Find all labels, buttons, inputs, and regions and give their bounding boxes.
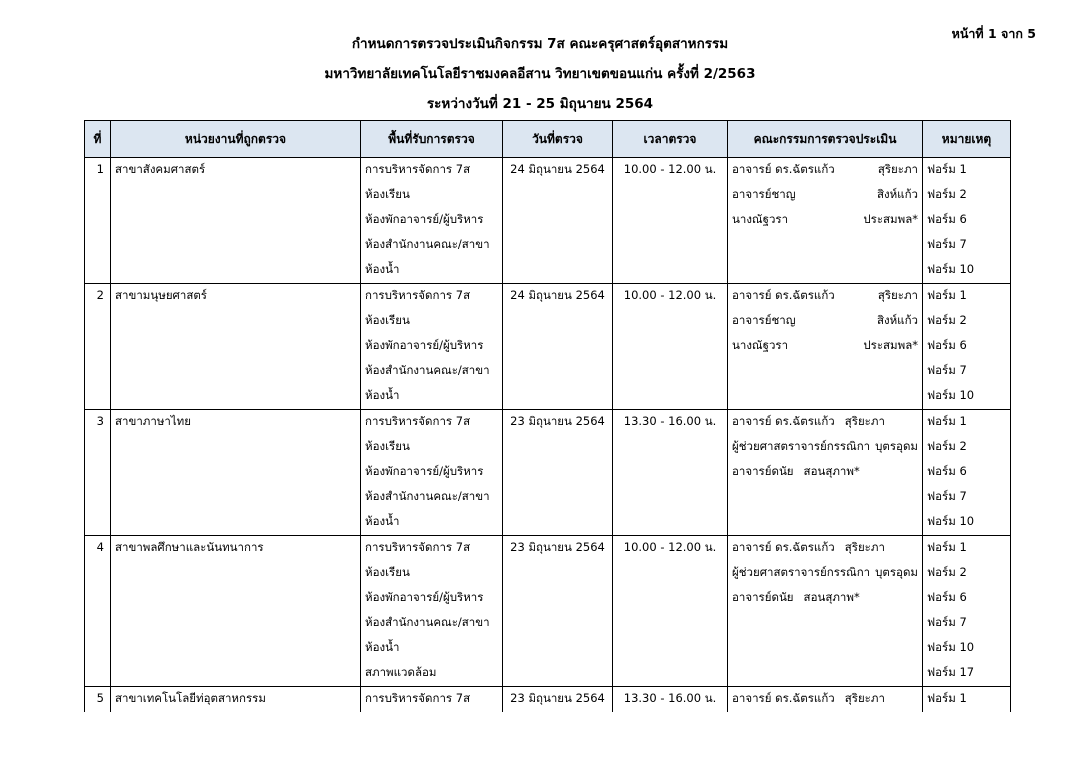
date-cell bbox=[503, 687, 613, 713]
row-number: 2 bbox=[96, 288, 104, 302]
area-item: การบริหารจัดการ 7ส bbox=[365, 540, 471, 554]
area-cell bbox=[361, 410, 503, 536]
notes-cell bbox=[923, 536, 1011, 687]
note-item: ฟอร์ม 2 bbox=[927, 313, 967, 327]
row-number: 3 bbox=[96, 414, 104, 428]
area-item: ห้องน้ำ bbox=[365, 262, 400, 276]
row-number: 4 bbox=[96, 540, 104, 554]
committee-cell bbox=[728, 284, 923, 410]
note-item: ฟอร์ม 6 bbox=[927, 464, 967, 478]
notes-cell bbox=[923, 284, 1011, 410]
unit-name: สาขาเทคโนโลยีท่อุตสาหกรรม bbox=[115, 691, 266, 705]
row-number-cell bbox=[85, 536, 111, 687]
area-item: การบริหารจัดการ 7ส bbox=[365, 162, 471, 176]
date-cell bbox=[503, 158, 613, 284]
table-header-row bbox=[85, 121, 1011, 158]
time-cell bbox=[613, 687, 728, 713]
area-cell bbox=[361, 536, 503, 687]
header-no: ที่ bbox=[85, 121, 111, 158]
area-item: การบริหารจัดการ 7ส bbox=[365, 414, 471, 428]
row-number-cell bbox=[85, 158, 111, 284]
area-item: ห้องเรียน bbox=[365, 565, 410, 579]
inspection-date: 23 มิถุนายน 2564 bbox=[510, 414, 605, 428]
table-body bbox=[85, 158, 1011, 713]
note-item: ฟอร์ม 6 bbox=[927, 338, 967, 352]
area-item: การบริหารจัดการ 7ส bbox=[365, 691, 471, 705]
note-item: ฟอร์ม 7 bbox=[927, 615, 967, 629]
committee-member bbox=[728, 410, 922, 435]
inspection-schedule-table bbox=[84, 120, 1011, 712]
member-name: อาจารย์ ดร.ฉัตรแก้ว bbox=[732, 288, 835, 302]
note-item: ฟอร์ม 1 bbox=[927, 691, 967, 705]
member-name: อาจารย์ ดร.ฉัตรแก้ว bbox=[732, 691, 835, 705]
area-item: ห้องพักอาจารย์/ผู้บริหาร bbox=[365, 212, 484, 226]
note-item: ฟอร์ม 2 bbox=[927, 187, 967, 201]
inspection-date: 23 มิถุนายน 2564 bbox=[510, 691, 605, 705]
member-name: อาจารย์ ดร.ฉัตรแก้ว bbox=[732, 414, 835, 428]
area-cell bbox=[361, 687, 503, 713]
committee-member bbox=[728, 284, 922, 309]
row-number: 1 bbox=[96, 162, 104, 176]
committee-member bbox=[728, 435, 922, 460]
area-item: ห้องเรียน bbox=[365, 187, 410, 201]
unit-name: สาขามนุษยศาสตร์ bbox=[115, 288, 207, 302]
note-item: ฟอร์ม 10 bbox=[927, 640, 975, 654]
member-name: อาจารย์ ดร.ฉัตรแก้ว bbox=[732, 540, 835, 554]
member-surname: สอนสุภาพ* bbox=[803, 464, 860, 478]
member-surname: บุตรอุดม bbox=[875, 439, 918, 453]
member-name: อาจารย์ดนัย bbox=[732, 464, 794, 478]
document-title-line-3: ระหว่างวันที่ 21 - 25 มิถุนายน 2564 bbox=[426, 96, 654, 112]
note-item: ฟอร์ม 7 bbox=[927, 489, 967, 503]
committee-cell bbox=[728, 410, 923, 536]
header-unit: หน่วยงานที่ถูกตรวจ bbox=[111, 121, 361, 158]
note-item: ฟอร์ม 17 bbox=[927, 665, 975, 679]
area-item: ห้องพักอาจารย์/ผู้บริหาร bbox=[365, 338, 484, 352]
member-surname: สุริยะภา bbox=[844, 691, 885, 705]
note-item: ฟอร์ม 1 bbox=[927, 162, 967, 176]
row-number-cell bbox=[85, 687, 111, 713]
member-name: อาจารย์ดนัย bbox=[732, 590, 794, 604]
table-row bbox=[85, 536, 1011, 687]
member-surname: บุตรอุดม bbox=[875, 565, 918, 579]
area-item: ห้องเรียน bbox=[365, 313, 410, 327]
member-name: นางณัฐวรา bbox=[732, 338, 789, 352]
notes-cell bbox=[923, 158, 1011, 284]
member-name: อาจารย์ชาญ bbox=[732, 313, 796, 327]
member-surname: สุริยะภา bbox=[844, 540, 885, 554]
area-cell bbox=[361, 158, 503, 284]
row-number: 5 bbox=[96, 691, 104, 705]
inspection-date: 24 มิถุนายน 2564 bbox=[510, 162, 605, 176]
note-item: ฟอร์ม 2 bbox=[927, 565, 967, 579]
inspection-time: 10.00 - 12.00 น. bbox=[623, 540, 717, 554]
committee-cell bbox=[728, 687, 923, 713]
note-item: ฟอร์ม 1 bbox=[927, 414, 967, 428]
area-item: การบริหารจัดการ 7ส bbox=[365, 288, 471, 302]
header-time: เวลาตรวจ bbox=[613, 121, 728, 158]
header-date: วันที่ตรวจ bbox=[503, 121, 613, 158]
note-item: ฟอร์ม 1 bbox=[927, 288, 967, 302]
committee-cell bbox=[728, 158, 923, 284]
inspection-time: 10.00 - 12.00 น. bbox=[623, 162, 717, 176]
date-cell bbox=[503, 284, 613, 410]
unit-cell bbox=[111, 410, 361, 536]
area-item: ห้องสำนักงานคณะ/สาขา bbox=[365, 237, 490, 251]
committee-member bbox=[728, 536, 922, 561]
member-name: ผู้ช่วยศาสตราจารย์กรรณิกา bbox=[732, 439, 871, 453]
header-committee: คณะกรรมการตรวจประเมิน bbox=[728, 121, 923, 158]
table-row bbox=[85, 158, 1011, 284]
note-item: ฟอร์ม 10 bbox=[927, 514, 975, 528]
member-name: อาจารย์ ดร.ฉัตรแก้ว bbox=[732, 162, 835, 176]
document-title-block bbox=[0, 36, 1080, 126]
committee-member bbox=[728, 334, 922, 359]
member-surname: สอนสุภาพ* bbox=[803, 590, 860, 604]
area-item: ห้องน้ำ bbox=[365, 388, 400, 402]
unit-name: สาขาภาษาไทย bbox=[115, 414, 191, 428]
unit-cell bbox=[111, 284, 361, 410]
member-surname: ประสมพล* bbox=[863, 338, 918, 352]
page-number: หน้าที่ 1 จาก 5 bbox=[951, 26, 1036, 41]
committee-member bbox=[728, 208, 922, 233]
member-surname: สิงห์แก้ว bbox=[876, 313, 918, 327]
note-item: ฟอร์ม 6 bbox=[927, 212, 967, 226]
committee-member bbox=[728, 158, 922, 183]
committee-member bbox=[728, 183, 922, 208]
header-notes: หมายเหตุ bbox=[923, 121, 1011, 158]
row-number-cell bbox=[85, 410, 111, 536]
document-title-line-2: มหาวิทยาลัยเทคโนโลยีราชมงคลอีสาน วิทยาเขตขอนแก่น ครั้งที่ 2/2563 bbox=[324, 66, 756, 82]
member-surname: ประสมพล* bbox=[863, 212, 918, 226]
member-surname: สิงห์แก้ว bbox=[876, 187, 918, 201]
header-area: พื้นที่รับการตรวจ bbox=[361, 121, 503, 158]
unit-name: สาขาพลศึกษาและนันทนาการ bbox=[115, 540, 264, 554]
table-row bbox=[85, 687, 1011, 713]
area-item: สภาพแวดล้อม bbox=[365, 665, 437, 679]
inspection-time: 13.30 - 16.00 น. bbox=[623, 414, 717, 428]
inspection-date: 24 มิถุนายน 2564 bbox=[510, 288, 605, 302]
member-name: นางณัฐวรา bbox=[732, 212, 789, 226]
inspection-time: 13.30 - 16.00 น. bbox=[623, 691, 717, 705]
unit-cell bbox=[111, 687, 361, 713]
committee-member bbox=[728, 561, 922, 586]
committee-member bbox=[728, 687, 922, 712]
date-cell bbox=[503, 536, 613, 687]
area-cell bbox=[361, 284, 503, 410]
area-item: ห้องสำนักงานคณะ/สาขา bbox=[365, 489, 490, 503]
inspection-time: 10.00 - 12.00 น. bbox=[623, 288, 717, 302]
committee-member bbox=[728, 309, 922, 334]
area-item: ห้องน้ำ bbox=[365, 514, 400, 528]
committee-cell bbox=[728, 536, 923, 687]
table-row bbox=[85, 284, 1011, 410]
area-item: ห้องสำนักงานคณะ/สาขา bbox=[365, 615, 490, 629]
date-cell bbox=[503, 410, 613, 536]
area-item: ห้องพักอาจารย์/ผู้บริหาร bbox=[365, 590, 484, 604]
table-row bbox=[85, 410, 1011, 536]
time-cell bbox=[613, 536, 728, 687]
unit-cell bbox=[111, 536, 361, 687]
member-surname: สุริยะภา bbox=[844, 414, 885, 428]
note-item: ฟอร์ม 10 bbox=[927, 388, 975, 402]
time-cell bbox=[613, 158, 728, 284]
committee-member bbox=[728, 586, 922, 611]
note-item: ฟอร์ม 10 bbox=[927, 262, 975, 276]
area-item: ห้องพักอาจารย์/ผู้บริหาร bbox=[365, 464, 484, 478]
notes-cell bbox=[923, 687, 1011, 713]
area-item: ห้องเรียน bbox=[365, 439, 410, 453]
notes-cell bbox=[923, 410, 1011, 536]
member-surname: สุริยะภา bbox=[877, 162, 918, 176]
member-name: อาจารย์ชาญ bbox=[732, 187, 796, 201]
inspection-date: 23 มิถุนายน 2564 bbox=[510, 540, 605, 554]
time-cell bbox=[613, 284, 728, 410]
note-item: ฟอร์ม 7 bbox=[927, 363, 967, 377]
unit-cell bbox=[111, 158, 361, 284]
area-item: ห้องน้ำ bbox=[365, 640, 400, 654]
unit-name: สาขาสังคมศาสตร์ bbox=[115, 162, 206, 176]
note-item: ฟอร์ม 6 bbox=[927, 590, 967, 604]
document-title-line-1: กำหนดการตรวจประเมินกิจกรรม 7ส คณะครุศาสตร์อุตสาหกรรม bbox=[351, 36, 729, 52]
row-number-cell bbox=[85, 284, 111, 410]
note-item: ฟอร์ม 7 bbox=[927, 237, 967, 251]
committee-member bbox=[728, 460, 922, 485]
area-item: ห้องสำนักงานคณะ/สาขา bbox=[365, 363, 490, 377]
time-cell bbox=[613, 410, 728, 536]
note-item: ฟอร์ม 2 bbox=[927, 439, 967, 453]
note-item: ฟอร์ม 1 bbox=[927, 540, 967, 554]
member-name: ผู้ช่วยศาสตราจารย์กรรณิกา bbox=[732, 565, 871, 579]
member-surname: สุริยะภา bbox=[877, 288, 918, 302]
